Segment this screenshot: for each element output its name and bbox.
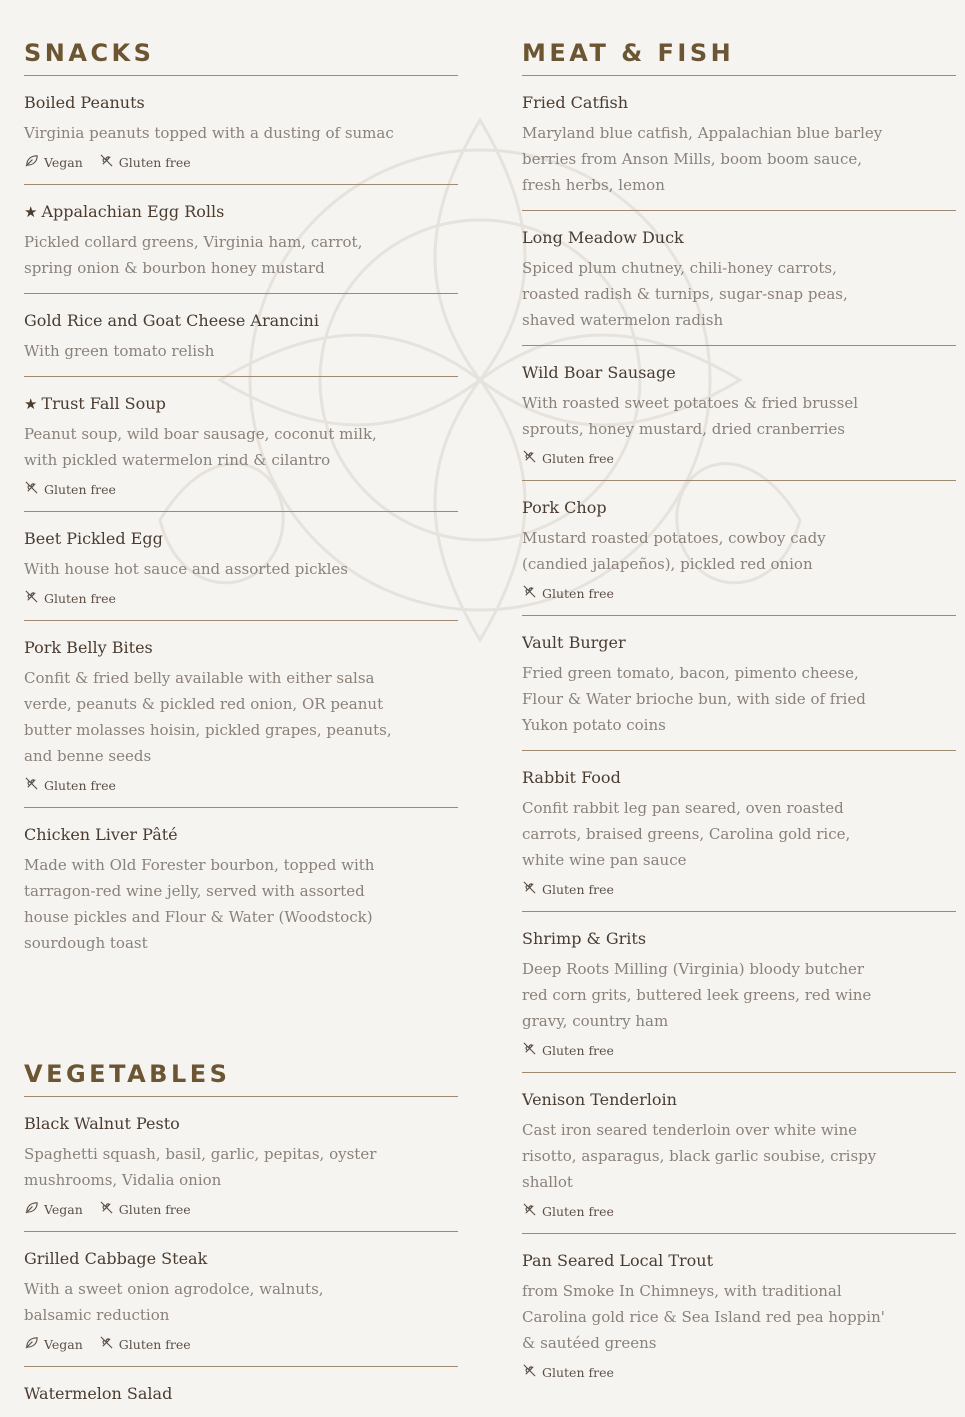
item-name (24, 393, 458, 415)
no-wheat-icon (99, 1335, 114, 1353)
item-name (522, 227, 956, 249)
item-description: With green tomato relish (24, 342, 215, 360)
item-name-text: Chicken Liver Pâté (24, 825, 178, 844)
item-name-text: Black Walnut Pesto (24, 1114, 180, 1133)
item-name-text: Fried Catfish (522, 93, 629, 112)
tag-vegan (24, 1335, 83, 1353)
no-wheat-icon (522, 1202, 537, 1220)
vegetables-list (24, 1097, 458, 1417)
item-description: Peanut soup, wild boar sausage, coconut milk, with pickled watermelon rind & cilantro (24, 425, 377, 469)
snacks-list (24, 76, 458, 968)
menu-item-beet-pickled-egg (24, 512, 458, 621)
item-name-text: Wild Boar Sausage (522, 363, 676, 382)
tag-gluten-free (99, 153, 191, 171)
item-name-text: Boiled Peanuts (24, 93, 145, 112)
menu-item-pork-belly-bites (24, 621, 458, 808)
item-name-text: Pork Chop (522, 498, 607, 517)
menu-item-pan-seared-local-trout (522, 1234, 956, 1394)
item-name (24, 824, 458, 846)
tag-label: Gluten free (44, 590, 116, 606)
item-description: Made with Old Forester bourbon, topped with tarragon-red wine jelly, served with assorted house pickles and Flour & Water (Woodstock) sourdough toast (24, 856, 375, 952)
item-name (24, 528, 458, 550)
section-title-snacks: SNACKS (24, 0, 458, 76)
menu-item-appalachian-egg-rolls (24, 185, 458, 294)
menu-item-chicken-liver-p-t (24, 808, 458, 968)
tag-gluten-free (99, 1335, 191, 1353)
tag-label: Vegan (44, 154, 83, 170)
leaf-icon (24, 1200, 39, 1218)
tag-gluten-free (522, 880, 614, 898)
no-wheat-icon (24, 480, 39, 498)
item-description: Deep Roots Milling (Virginia) bloody butcher red corn grits, buttered leek greens, red wine gravy, country ham (522, 960, 872, 1030)
dietary-tags (24, 588, 458, 608)
tag-label: Gluten free (118, 154, 191, 170)
tag-label: Gluten free (542, 881, 614, 897)
menu-item-trust-fall-soup (24, 377, 458, 512)
dietary-tags (522, 1201, 956, 1221)
item-name (24, 1248, 458, 1270)
tag-label: Gluten free (542, 1203, 614, 1219)
tag-gluten-free (24, 776, 116, 794)
item-name (24, 637, 458, 659)
item-description: With house hot sauce and assorted pickles (24, 560, 348, 578)
item-description: With a sweet onion agrodolce, walnuts, balsamic reduction (24, 1280, 324, 1324)
menu-item-pork-chop (522, 481, 956, 616)
tag-label: Gluten free (44, 777, 116, 793)
dietary-tags (24, 1334, 458, 1354)
item-name-text: Venison Tenderloin (522, 1090, 677, 1109)
item-name-text: Long Meadow Duck (522, 228, 684, 247)
dietary-tags (24, 479, 458, 499)
item-name-text: Trust Fall Soup (41, 394, 166, 413)
dietary-tags (24, 1199, 458, 1219)
item-name (522, 92, 956, 114)
item-name (24, 1113, 458, 1135)
item-name-text: Pork Belly Bites (24, 638, 153, 657)
menu-item-shrimp-grits (522, 912, 956, 1073)
item-description: Confit rabbit leg pan seared, oven roasted carrots, braised greens, Carolina gold rice, white wine pan sauce (522, 799, 851, 869)
item-description: Spiced plum chutney, chili-honey carrots, roasted radish & turnips, sugar-snap peas, shaved watermelon radish (522, 259, 848, 329)
leaf-icon (24, 153, 39, 171)
meat-fish-list (522, 76, 956, 1394)
item-name-text: Vault Burger (522, 633, 626, 652)
right-column (522, 0, 956, 1394)
menu-item-boiled-peanuts (24, 76, 458, 185)
item-description: from Smoke In Chimneys, with traditional Carolina gold rice & Sea Island red pea hoppin' & sautéed greens (522, 1282, 885, 1352)
menu-item-black-walnut-pesto (24, 1097, 458, 1232)
item-name (522, 767, 956, 789)
item-name-text: Watermelon Salad (24, 1384, 173, 1403)
no-wheat-icon (522, 1041, 537, 1059)
tag-vegan (24, 1200, 83, 1218)
menu-item-watermelon-salad (24, 1367, 458, 1417)
item-name (24, 310, 458, 332)
tag-label: Gluten free (118, 1336, 191, 1352)
item-name (24, 1383, 458, 1405)
tag-gluten-free (522, 1363, 614, 1381)
tag-gluten-free (522, 1202, 614, 1220)
dietary-tags (522, 1362, 956, 1382)
menu-item-wild-boar-sausage (522, 346, 956, 481)
no-wheat-icon (99, 1200, 114, 1218)
dietary-tags (522, 448, 956, 468)
menu-item-venison-tenderloin (522, 1073, 956, 1234)
dietary-tags (522, 1040, 956, 1060)
item-name-text: Appalachian Egg Rolls (41, 202, 225, 221)
tag-label: Gluten free (118, 1201, 191, 1217)
item-description: Maryland blue catfish, Appalachian blue barley berries from Anson Mills, boom boom sauce, fresh herbs, lemon (522, 124, 883, 194)
item-name (522, 1250, 956, 1272)
tag-label: Gluten free (542, 450, 614, 466)
item-description: Mustard roasted potatoes, cowboy cady (candied jalapeños), pickled red onion (522, 529, 826, 573)
tag-gluten-free (24, 480, 116, 498)
item-name (522, 1089, 956, 1111)
item-description: With roasted sweet potatoes & fried brussel sprouts, honey mustard, dried cranberries (522, 394, 859, 438)
menu-item-vault-burger (522, 616, 956, 751)
leaf-icon (24, 1335, 39, 1353)
dietary-tags (522, 879, 956, 899)
item-description: Virginia peanuts topped with a dusting of sumac (24, 124, 394, 142)
tag-vegan (24, 153, 83, 171)
item-name (522, 928, 956, 950)
item-description: Cast iron seared tenderloin over white wine risotto, asparagus, black garlic soubise, crispy shallot (522, 1121, 877, 1191)
tag-label: Gluten free (542, 1042, 614, 1058)
tag-label: Vegan (44, 1336, 83, 1352)
item-name (522, 632, 956, 654)
no-wheat-icon (522, 880, 537, 898)
tag-label: Gluten free (44, 481, 116, 497)
section-title-vegetables: VEGETABLES (24, 1052, 458, 1097)
menu-item-rabbit-food (522, 751, 956, 912)
item-name-text: Rabbit Food (522, 768, 621, 787)
tag-gluten-free (522, 1041, 614, 1059)
star-icon: ★ (24, 395, 38, 413)
item-name-text: Beet Pickled Egg (24, 529, 163, 548)
item-name-text: Shrimp & Grits (522, 929, 647, 948)
menu-item-long-meadow-duck (522, 211, 956, 346)
item-name (522, 362, 956, 384)
menu-item-fried-catfish (522, 76, 956, 211)
no-wheat-icon (99, 153, 114, 171)
item-description: Pickled collard greens, Virginia ham, carrot, spring onion & bourbon honey mustard (24, 233, 363, 277)
star-icon: ★ (24, 203, 38, 221)
no-wheat-icon (24, 589, 39, 607)
dietary-tags (24, 775, 458, 795)
left-column (24, 0, 458, 1417)
menu-item-grilled-cabbage-steak (24, 1232, 458, 1367)
no-wheat-icon (24, 776, 39, 794)
item-description: Fried green tomato, bacon, pimento cheese, Flour & Water brioche bun, with side of fried Yukon potato coins (522, 664, 866, 734)
dietary-tags (24, 152, 458, 172)
item-name (24, 92, 458, 114)
tag-label: Vegan (44, 1201, 83, 1217)
item-name-text: Grilled Cabbage Steak (24, 1249, 208, 1268)
item-name (24, 201, 458, 223)
tag-gluten-free (99, 1200, 191, 1218)
tag-gluten-free (522, 584, 614, 602)
no-wheat-icon (522, 449, 537, 467)
tag-gluten-free (24, 589, 116, 607)
tag-gluten-free (522, 449, 614, 467)
dietary-tags (522, 583, 956, 603)
no-wheat-icon (522, 1363, 537, 1381)
section-title-meat-fish: MEAT & FISH (522, 0, 956, 76)
no-wheat-icon (522, 584, 537, 602)
item-description: Confit & fried belly available with either salsa verde, peanuts & pickled red onion, OR peanut butter molasses hoisin, pickled grapes, peanuts, and benne seeds (24, 669, 392, 765)
tag-label: Gluten free (542, 1364, 614, 1380)
item-name (522, 497, 956, 519)
item-description: Spaghetti squash, basil, garlic, pepitas, oyster mushrooms, Vidalia onion (24, 1145, 377, 1189)
tag-label: Gluten free (542, 585, 614, 601)
item-name-text: Gold Rice and Goat Cheese Arancini (24, 311, 319, 330)
menu-item-gold-rice-and-goat-cheese-arancini (24, 294, 458, 377)
item-name-text: Pan Seared Local Trout (522, 1251, 714, 1270)
